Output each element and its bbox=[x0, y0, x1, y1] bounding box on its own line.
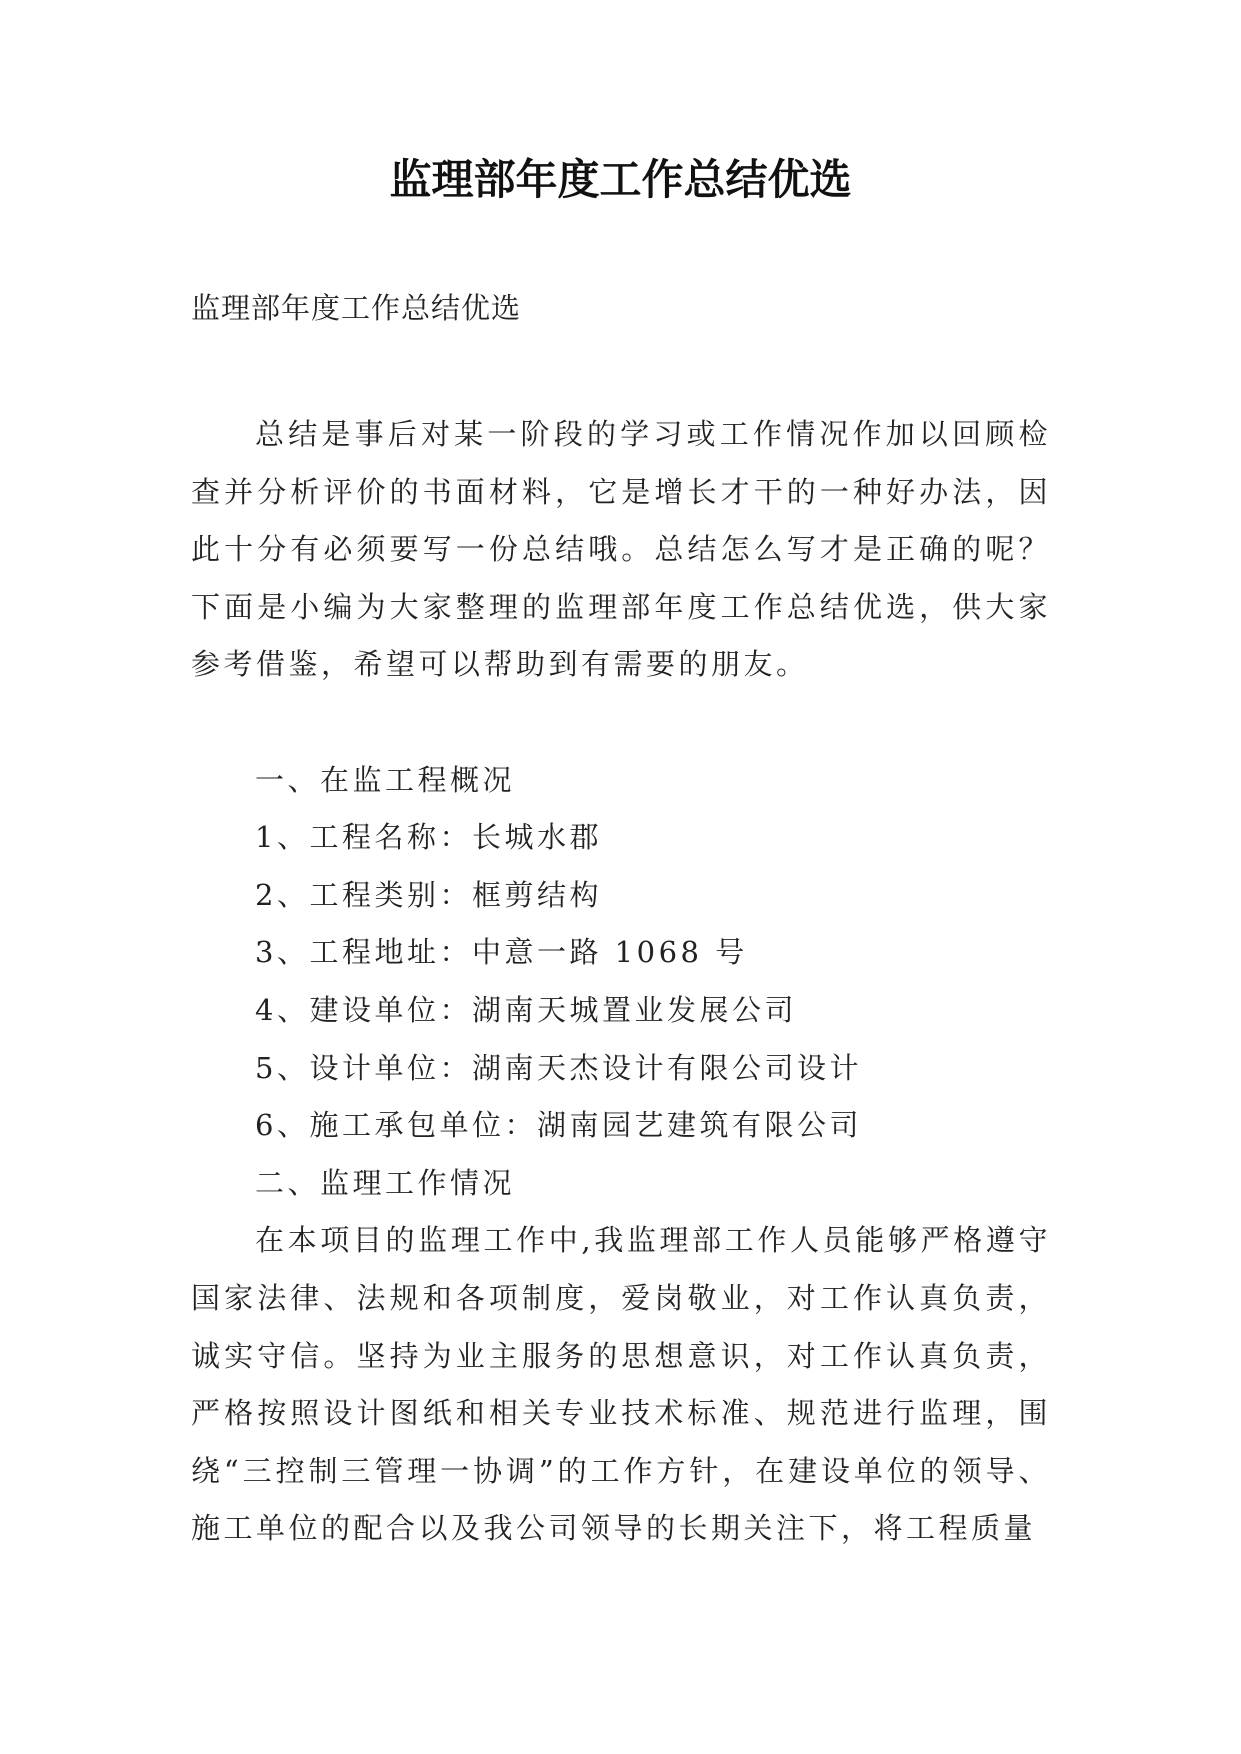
list-item: 6、施工承包单位：湖南园艺建筑有限公司 bbox=[255, 1108, 862, 1143]
work-paragraph: 在本项目的监理工作中,我监理部工作人员能够严格遵守国家法律、法规和各项制度，爱岗敬业，对工作认真负责，诚实守信。坚持为业主服务的思想意识，对工作认真负责，严格按照设计图纸和相关专业技术标准、规范进行监理，围绕“三控制三管理一协调”的工作方针，在建设单位的领导、施工单位的配合以及我公司领导的长期关注下，将工程质量 bbox=[191, 1223, 1051, 1546]
section-heading-overview: 一、在监工程概况 bbox=[255, 762, 516, 797]
list-item: 3、工程地址：中意一路 1068 号 bbox=[255, 935, 748, 970]
list-item: 4、建设单位：湖南天城置业发展公司 bbox=[255, 992, 797, 1027]
list-item: 5、设计单位：湖南天杰设计有限公司设计 bbox=[255, 1050, 862, 1085]
intro-paragraph: 总结是事后对某一阶段的学习或工作情况作加以回顾检查并分析评价的书面材料，它是增长才干的一种好办法，因此十分有必须要写一份总结哦。总结怎么写才是正确的呢？下面是小编为大家整理的监理部年度工作总结优选，供大家参考借鉴，希望可以帮助到有需要的朋友。 bbox=[191, 417, 1051, 682]
document-subtitle: 监理部年度工作总结优选 bbox=[191, 291, 522, 325]
paragraph-spacer bbox=[191, 694, 1051, 752]
document-title: 监理部年度工作总结优选 bbox=[389, 155, 852, 204]
section-heading-work: 二、监理工作情况 bbox=[255, 1165, 516, 1200]
list-item: 2、工程类别：框剪结构 bbox=[255, 877, 602, 912]
list-item: 1、工程名称：长城水郡 bbox=[255, 820, 602, 855]
document-body bbox=[191, 406, 1051, 1558]
